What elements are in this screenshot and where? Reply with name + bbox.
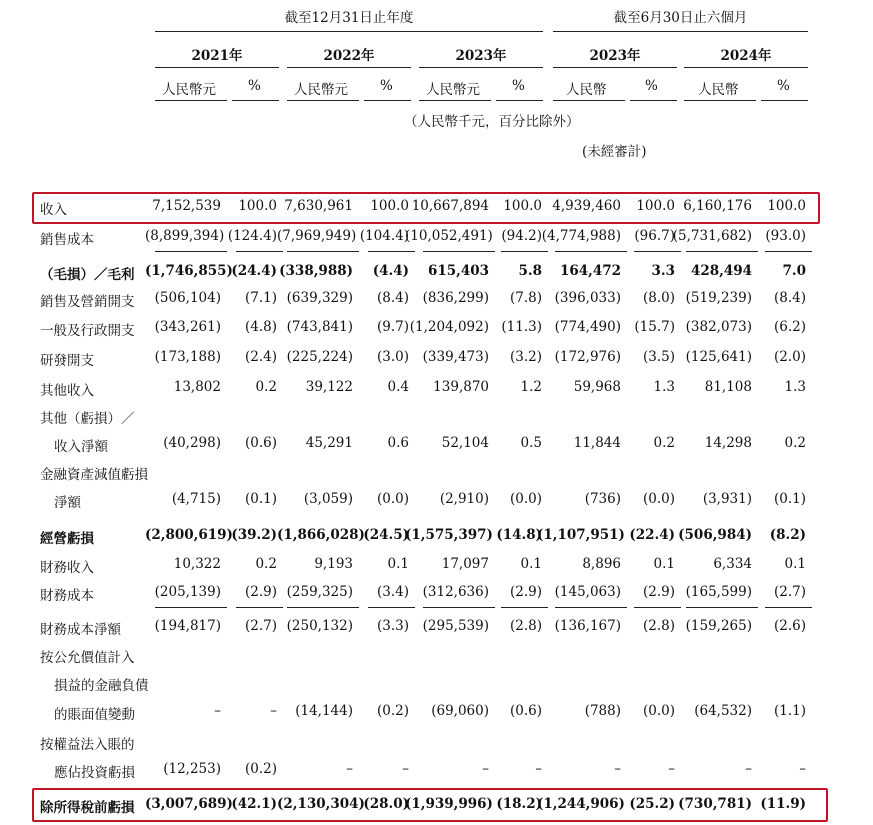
amount-cell: (64,532)	[694, 703, 752, 719]
percent-cell: (7.8)	[509, 290, 542, 306]
amount-cell: (1,575,397)	[405, 527, 493, 543]
percent-cell: (3.3)	[376, 618, 409, 634]
percent-cell: (2.4)	[244, 349, 277, 365]
amount-cell: (159,265)	[685, 618, 752, 634]
year-2023-fy: 2023年	[455, 48, 507, 64]
amount-cell: (3,059)	[303, 491, 353, 507]
amount-cell: –	[346, 761, 353, 777]
amount-cell: (788)	[584, 703, 621, 719]
percent-cell: (18.2)	[496, 796, 542, 812]
amount-cell: (743,841)	[286, 319, 353, 335]
amount-cell: (4,774,988)	[541, 228, 621, 244]
period-fy-header: 截至12月31日止年度	[284, 10, 414, 26]
amount-cell: (2,130,304)	[277, 796, 365, 812]
amount-cell: (639,329)	[286, 290, 353, 306]
percent-cell: (0.0)	[376, 491, 409, 507]
subtotal-rule	[555, 251, 627, 252]
percent-cell: 1.2	[520, 379, 542, 395]
amount-cell: 7,630,961	[284, 198, 353, 214]
percent-cell: (3.2)	[509, 349, 542, 365]
amount-cell: –	[745, 761, 752, 777]
amount-cell: (343,261)	[154, 319, 221, 335]
percent-cell: (0.2)	[376, 703, 409, 719]
pct-label: %	[380, 78, 393, 94]
subtotal-rule	[155, 607, 227, 608]
header-rule-fy	[155, 31, 543, 32]
percent-cell: –	[402, 761, 409, 777]
year-rule-2023-6m	[553, 67, 677, 68]
row-label: 收入	[40, 202, 67, 218]
percent-cell: 0.2	[255, 556, 277, 572]
percent-cell: (0.0)	[642, 703, 675, 719]
amount-cell: 52,104	[441, 435, 489, 451]
row-label-continued: 收入淨額	[54, 439, 108, 455]
subtotal-rule	[236, 251, 283, 252]
row-label: 銷售成本	[40, 232, 94, 248]
percent-cell: (11.3)	[501, 319, 542, 335]
percent-cell: (22.4)	[629, 527, 675, 543]
percent-cell: 100.0	[636, 198, 675, 214]
year-2021: 2021年	[191, 48, 243, 64]
percent-cell: (4.4)	[372, 263, 409, 279]
amount-cell: 17,097	[441, 556, 489, 572]
percent-cell: (94.2)	[501, 228, 542, 244]
amount-cell: (173,188)	[154, 349, 221, 365]
amount-cell: –	[482, 761, 489, 777]
percent-cell: (2.0)	[773, 349, 806, 365]
row-label-continued: 損益的金融負債	[54, 678, 149, 694]
pct-label: %	[645, 78, 658, 94]
unaudited-note: (未經審計)	[582, 144, 647, 160]
percent-cell: (39.2)	[231, 527, 277, 543]
percent-cell: (8.2)	[769, 527, 806, 543]
amount-cell: (2,800,619)	[145, 527, 233, 543]
percent-cell: (24.4)	[231, 263, 277, 279]
amount-cell: (312,636)	[422, 584, 489, 600]
year-2024-6m: 2024年	[720, 48, 772, 64]
subtotal-rule	[686, 607, 758, 608]
row-label-continued: 淨額	[54, 495, 81, 511]
percent-cell: –	[270, 703, 277, 719]
percent-cell: (3.5)	[642, 349, 675, 365]
amount-cell: (295,539)	[422, 618, 489, 634]
percent-cell: (2.7)	[244, 618, 277, 634]
percent-cell: (4.8)	[244, 319, 277, 335]
percent-cell: (0.0)	[509, 491, 542, 507]
percent-cell: (2.6)	[773, 618, 806, 634]
amount-cell: 6,160,176	[683, 198, 752, 214]
amount-cell: (5,731,682)	[672, 228, 752, 244]
header-rule-6m	[553, 31, 808, 32]
subtotal-rule	[686, 251, 758, 252]
row-label: 其他收入	[40, 383, 94, 399]
subtotal-rule	[287, 607, 359, 608]
percent-cell: 5.8	[518, 263, 542, 279]
amount-cell: (10,052,491)	[405, 228, 493, 244]
amount-cell: (1,204,092)	[409, 319, 489, 335]
amount-cell: (4,715)	[171, 491, 221, 507]
sub-rule	[761, 100, 808, 101]
row-label: 其他（虧損）／	[40, 411, 135, 427]
row-label: 銷售及營銷開支	[40, 294, 135, 310]
percent-cell: (7.1)	[244, 290, 277, 306]
percent-cell: 0.5	[520, 435, 542, 451]
percent-cell: 0.2	[653, 435, 675, 451]
row-label: 財務收入	[40, 560, 94, 576]
subtotal-rule	[155, 251, 227, 252]
percent-cell: (104.4)	[359, 228, 409, 244]
subtotal-rule	[287, 251, 359, 252]
amount-cell: (205,139)	[154, 584, 221, 600]
percent-cell: (0.2)	[244, 761, 277, 777]
percent-cell: –	[535, 761, 542, 777]
amount-cell: 11,844	[573, 435, 621, 451]
amount-cell: 45,291	[305, 435, 353, 451]
row-label: 研發開支	[40, 353, 94, 369]
subtotal-rule	[765, 251, 812, 252]
percent-cell: 100.0	[503, 198, 542, 214]
amount-cell: 4,939,460	[552, 198, 621, 214]
amount-cell: 81,108	[704, 379, 752, 395]
percent-cell: (124.4)	[227, 228, 277, 244]
percent-cell: –	[668, 761, 675, 777]
percent-cell: (6.2)	[773, 319, 806, 335]
amount-cell: (338,988)	[279, 263, 353, 279]
percent-cell: (0.1)	[773, 491, 806, 507]
percent-cell: (2.8)	[642, 618, 675, 634]
percent-cell: (8.4)	[773, 290, 806, 306]
percent-cell: (2.9)	[642, 584, 675, 600]
amount-cell: (136,167)	[554, 618, 621, 634]
percent-cell: (2.9)	[509, 584, 542, 600]
percent-cell: (8.4)	[376, 290, 409, 306]
percent-cell: 0.1	[520, 556, 542, 572]
amount-cell: (1,939,996)	[405, 796, 493, 812]
percent-cell: (2.7)	[773, 584, 806, 600]
sub-rule	[419, 100, 491, 101]
amount-cell: 428,494	[690, 263, 752, 279]
pct-label: %	[777, 78, 790, 94]
amount-cell: (382,073)	[685, 319, 752, 335]
sub-rule	[155, 100, 227, 101]
amount-cell: 39,122	[305, 379, 353, 395]
amount-cell: (396,033)	[554, 290, 621, 306]
sub-rule	[287, 100, 359, 101]
row-label-continued: 的賬面值變動	[54, 707, 135, 723]
percent-cell: (11.9)	[760, 796, 806, 812]
amount-cell: (3,931)	[702, 491, 752, 507]
percent-cell: (28.0)	[363, 796, 409, 812]
percent-cell: 3.3	[651, 263, 675, 279]
amount-cell: (339,473)	[422, 349, 489, 365]
percent-cell: 0.1	[784, 556, 806, 572]
year-rule-2022	[287, 67, 411, 68]
amount-cell: (40,298)	[163, 435, 221, 451]
percent-cell: (3.0)	[376, 349, 409, 365]
row-label: 按權益法入賬的	[40, 737, 135, 753]
amount-cell: 615,403	[427, 263, 489, 279]
amount-cell: (225,224)	[286, 349, 353, 365]
amount-cell: (836,299)	[422, 290, 489, 306]
amount-cell: (145,063)	[554, 584, 621, 600]
percent-cell: (14.8)	[496, 527, 542, 543]
amount-cell: (736)	[584, 491, 621, 507]
percent-cell: 100.0	[238, 198, 277, 214]
amount-cell: –	[614, 761, 621, 777]
unit-note: （人民幣千元，百分比除外）	[404, 114, 580, 130]
row-label: 財務成本淨額	[40, 622, 121, 638]
amount-cell: 13,802	[173, 379, 221, 395]
row-label: 金融資產減值虧損	[40, 467, 148, 483]
percent-cell: (15.7)	[634, 319, 675, 335]
percent-cell: 0.4	[387, 379, 409, 395]
percent-cell: (93.0)	[765, 228, 806, 244]
amount-cell: (506,104)	[154, 290, 221, 306]
row-label: 經營虧損	[40, 531, 94, 547]
sub-rule	[553, 100, 625, 101]
amount-cell: 59,968	[573, 379, 621, 395]
percent-cell: 1.3	[784, 379, 806, 395]
percent-cell: 0.2	[784, 435, 806, 451]
amount-cell: (165,599)	[685, 584, 752, 600]
amount-cell: 6,334	[713, 556, 752, 572]
amount-cell: 10,322	[173, 556, 221, 572]
subtotal-rule	[765, 607, 812, 608]
row-label: 財務成本	[40, 588, 94, 604]
row-label: （毛損）／毛利	[40, 267, 135, 283]
row-label-continued: 應佔投資虧損	[54, 765, 135, 781]
amount-cell: (1,107,951)	[537, 527, 625, 543]
amount-cell: (194,817)	[154, 618, 221, 634]
row-label: 一般及行政開支	[40, 323, 135, 339]
amount-cell: (125,641)	[685, 349, 752, 365]
year-rule-2021	[155, 67, 279, 68]
amount-cell: (774,490)	[554, 319, 621, 335]
sub-rule	[684, 100, 756, 101]
percent-cell: (96.7)	[634, 228, 675, 244]
subtotal-rule	[501, 251, 548, 252]
year-2023-6m: 2023年	[589, 48, 641, 64]
percent-cell: 0.1	[387, 556, 409, 572]
amount-cell: 14,298	[704, 435, 752, 451]
amount-cell: 8,896	[582, 556, 621, 572]
percent-cell: 100.0	[370, 198, 409, 214]
subtotal-rule	[555, 607, 627, 608]
percent-cell: (9.7)	[376, 319, 409, 335]
amount-cell: (69,060)	[431, 703, 489, 719]
pct-label: %	[248, 78, 261, 94]
percent-cell: (24.5)	[363, 527, 409, 543]
sub-rule	[364, 100, 411, 101]
subtotal-rule	[634, 607, 681, 608]
percent-cell: (3.4)	[376, 584, 409, 600]
percent-cell: (0.6)	[244, 435, 277, 451]
percent-cell: (25.2)	[629, 796, 675, 812]
percent-cell: 1.3	[653, 379, 675, 395]
amount-cell: (506,984)	[678, 527, 752, 543]
amount-cell: (2,910)	[439, 491, 489, 507]
currency-label: 人民幣元	[294, 82, 348, 98]
percent-cell: (1.1)	[773, 703, 806, 719]
subtotal-rule	[423, 251, 495, 252]
currency-label: 人民幣	[698, 82, 739, 98]
amount-cell: 139,870	[433, 379, 489, 395]
amount-cell: 7,152,539	[152, 198, 221, 214]
amount-cell: (3,007,689)	[145, 796, 233, 812]
row-label: 除所得稅前虧損	[40, 800, 135, 816]
percent-cell: (2.9)	[244, 584, 277, 600]
amount-cell: (12,253)	[163, 761, 221, 777]
amount-cell: (8,899,394)	[145, 228, 225, 244]
amount-cell: 9,193	[314, 556, 353, 572]
sub-rule	[232, 100, 279, 101]
subtotal-rule	[634, 251, 681, 252]
currency-label: 人民幣元	[426, 82, 480, 98]
amount-cell: (250,132)	[286, 618, 353, 634]
pct-label: %	[512, 78, 525, 94]
currency-label: 人民幣元	[162, 82, 216, 98]
percent-cell: 7.0	[782, 263, 806, 279]
percent-cell: 0.6	[387, 435, 409, 451]
amount-cell: (1,244,906)	[537, 796, 625, 812]
amount-cell: (519,239)	[685, 290, 752, 306]
amount-cell: (7,969,949)	[277, 228, 357, 244]
percent-cell: (0.1)	[244, 491, 277, 507]
amount-cell: (1,746,855)	[145, 263, 233, 279]
subtotal-rule	[501, 607, 548, 608]
amount-cell: 164,472	[559, 263, 621, 279]
subtotal-rule	[368, 251, 415, 252]
year-rule-2023	[419, 67, 543, 68]
period-6m-header: 截至6月30日止六個月	[613, 10, 748, 26]
percent-cell: (0.6)	[509, 703, 542, 719]
percent-cell: (2.8)	[509, 618, 542, 634]
percent-cell: (42.1)	[231, 796, 277, 812]
amount-cell: –	[214, 703, 221, 719]
year-2022: 2022年	[323, 48, 375, 64]
subtotal-rule	[236, 607, 283, 608]
amount-cell: (172,976)	[554, 349, 621, 365]
percent-cell: 0.2	[255, 379, 277, 395]
sub-rule	[630, 100, 677, 101]
amount-cell: (259,325)	[286, 584, 353, 600]
percent-cell: (0.0)	[642, 491, 675, 507]
amount-cell: (14,144)	[295, 703, 353, 719]
subtotal-rule	[368, 607, 415, 608]
year-rule-2024	[684, 67, 808, 68]
amount-cell: (730,781)	[678, 796, 752, 812]
percent-cell: (8.0)	[642, 290, 675, 306]
row-label: 按公允價值計入	[40, 650, 135, 666]
subtotal-rule	[423, 607, 495, 608]
amount-cell: (1,866,028)	[277, 527, 365, 543]
percent-cell: 100.0	[767, 198, 806, 214]
currency-label: 人民幣	[566, 82, 607, 98]
amount-cell: 10,667,894	[411, 198, 489, 214]
percent-cell: 0.1	[653, 556, 675, 572]
percent-cell: –	[799, 761, 806, 777]
sub-rule	[496, 100, 543, 101]
